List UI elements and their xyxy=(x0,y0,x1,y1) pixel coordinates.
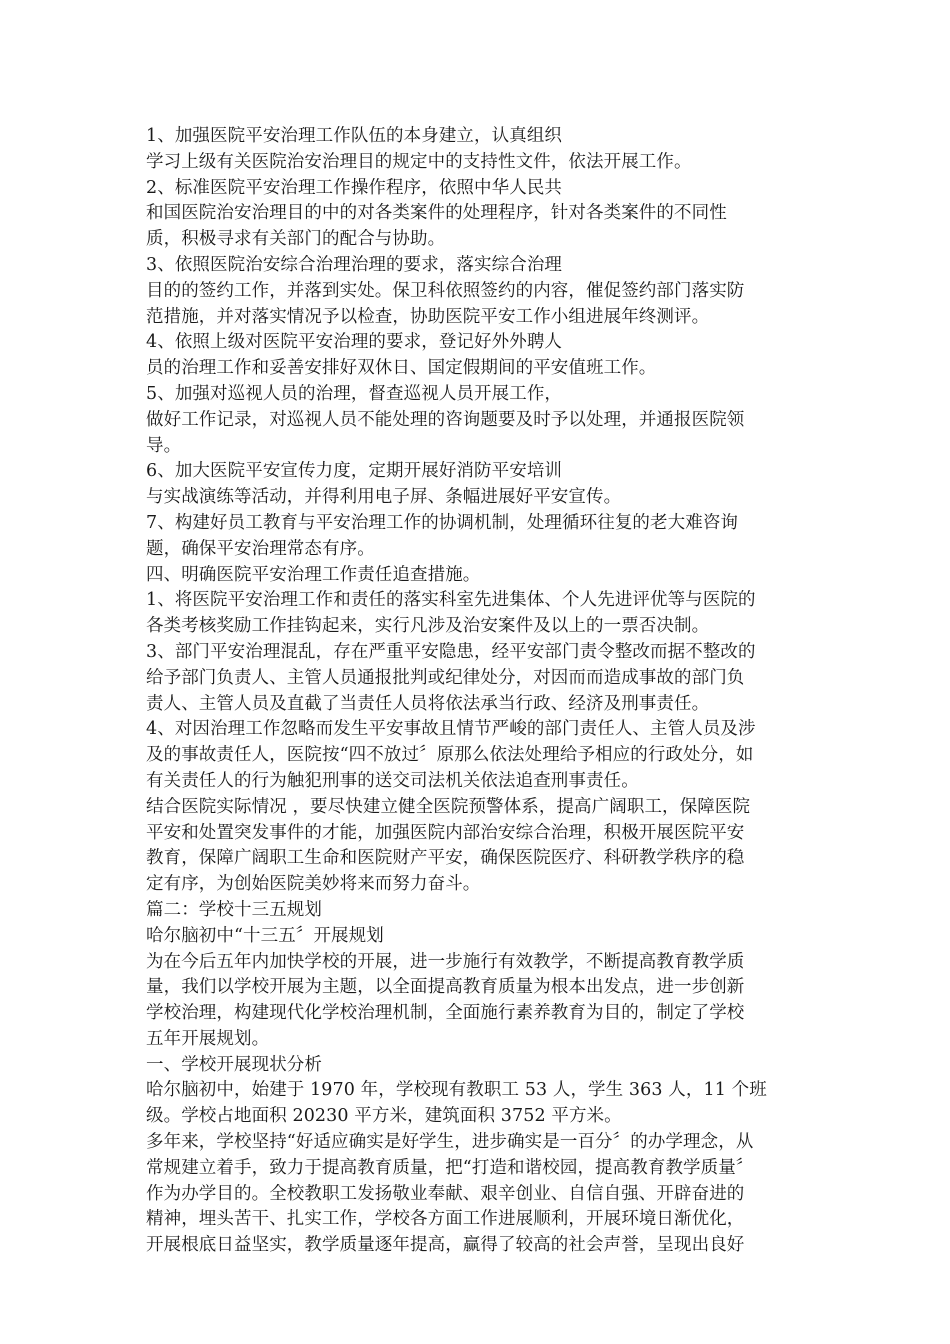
text-line: 和国医院治安治理目的中的对各类案件的处理程序，针对各类案件的不同性 xyxy=(146,203,727,224)
text-line: 4、对因治理工作忽略而发生平安事故且情节严峻的部门责任人、主管人员及涉 xyxy=(146,719,756,740)
text-line: 开展根底日益坚实，教学质量逐年提高，赢得了较高的社会声誉，呈现出良好 xyxy=(146,1235,745,1256)
text-line: 平安和处置突发事件的才能，加强医院内部治安综合治理，积极开展医院平安 xyxy=(146,822,745,843)
text-line: 做好工作记录，对巡视人员不能处理的咨询题要及时予以处理，并通报医院领 xyxy=(146,409,745,430)
text-line: 6、加大医院平安宣传力度，定期开展好消防平安培训 xyxy=(146,461,563,482)
text-line: 量，我们以学校开展为主题，以全面提高教育质量为根本出发点，进一步创新 xyxy=(146,977,745,998)
text-line: 定有序，为创始医院美妙将来而努力奋斗。 xyxy=(146,874,481,895)
text-line: 有关责任人的行为触犯刑事的送交司法机关依法追查刑事责任。 xyxy=(146,770,639,791)
text-line: 责人、主管人员及直截了当责任人员将依法承当行政、经济及刑事责任。 xyxy=(146,693,710,714)
text-line: 四、明确医院平安治理工作责任追查措施。 xyxy=(146,564,481,585)
document-body xyxy=(146,124,810,1259)
text-line: 精神，埋头苦干、扎实工作，学校各方面工作进展顺利，开展环境日渐优化， xyxy=(146,1209,745,1230)
text-line: 3、依照医院治安综合治理治理的要求，落实综合治理 xyxy=(146,254,563,275)
text-line: 常规建立着手，致力于提高教育质量，把“打造和谐校园，提高教育教学质量〞 xyxy=(146,1157,754,1178)
text-line: 作为办学目的。全校教职工发扬敬业奉献、艰辛创业、自信自强、开辟奋进的 xyxy=(146,1183,745,1204)
text-line: 5、加强对巡视人员的治理，督查巡视人员开展工作， xyxy=(146,383,563,404)
text-line: 质，积极寻求有关部门的配合与协助。 xyxy=(146,229,446,250)
text-line: 学校治理，构建现代化学校治理机制，全面施行素养教育为目的，制定了学校 xyxy=(146,1003,745,1024)
text-line: 哈尔脑初中，始建于 1970 年，学校现有教职工 53 人，学生 363 人，11 个班 xyxy=(146,1080,767,1101)
text-line: 1、加强医院平安治理工作队伍的本身建立，认真组织 xyxy=(146,126,563,146)
text-line: 1、将医院平安治理工作和责任的落实科室先进集体、个人先进评优等与医院的 xyxy=(146,590,756,611)
text-line: 为在今后五年内加快学校的开展，进一步施行有效教学，不断提高教育教学质 xyxy=(146,951,745,972)
text-line: 级。学校占地面积 20230 平方米，建筑面积 3752 平方米。 xyxy=(146,1106,622,1127)
text-line: 3、部门平安治理混乱，存在严重平安隐患，经平安部门责令整改而据不整改的 xyxy=(146,641,756,662)
text-line: 学习上级有关医院治安治理目的规定中的支持性文件，依法开展工作。 xyxy=(146,151,692,172)
text-line: 结合医院实际情况 ，要尽快建立健全医院预警体系，提高广阔职工，保障医院 xyxy=(146,796,751,817)
text-line: 教育，保障广阔职工生命和医院财产平安，确保医院医疗、科研教学秩序的稳 xyxy=(146,848,745,869)
text-line: 哈尔脑初中“十三五〞开展规划 xyxy=(146,925,384,946)
text-line: 多年来，学校坚持“好适应确实是好学生，进步确实是一百分〞的办学理念，从 xyxy=(146,1132,754,1153)
text-line: 题，确保平安治理常态有序。 xyxy=(146,538,375,559)
text-line: 4、依照上级对医院平安治理的要求，登记好外外聘人 xyxy=(146,332,563,353)
text-line: 与实战演练等活动，并得利用电子屏、条幅进展好平安宣传。 xyxy=(146,487,622,508)
text-line: 目的的签约工作，并落到实处。保卫科依照签约的内容，催促签约部门落实防 xyxy=(146,280,745,301)
text-line: 五年开展规划。 xyxy=(146,1028,270,1049)
text-line: 导。 xyxy=(146,435,182,456)
text-line: 给予部门负责人、主管人员通报批判或纪律处分，对因而而造成事故的部门负 xyxy=(146,667,745,688)
text-line: 各类考核奖励工作挂钩起来，实行凡涉及治安案件及以上的一票否决制。 xyxy=(146,616,710,637)
text-line: 2、标准医院平安治理工作操作程序，依照中华人民共 xyxy=(146,177,563,198)
text-line: 范措施，并对落实情况予以检查，协助医院平安工作小组进展年终测评。 xyxy=(146,306,710,327)
text-line: 篇二：学校十三五规划 xyxy=(146,899,322,920)
text-line: 一、学校开展现状分析 xyxy=(146,1054,322,1075)
text-line: 7、构建好员工教育与平安治理工作的协调机制，处理循环往复的老大难咨询 xyxy=(146,512,739,533)
text-line: 员的治理工作和妥善安排好双休日、国定假期间的平安值班工作。 xyxy=(146,358,657,379)
text-line: 及的事故责任人，医院按“四不放过〞原那么依法处理给予相应的行政处分，如 xyxy=(146,745,754,766)
